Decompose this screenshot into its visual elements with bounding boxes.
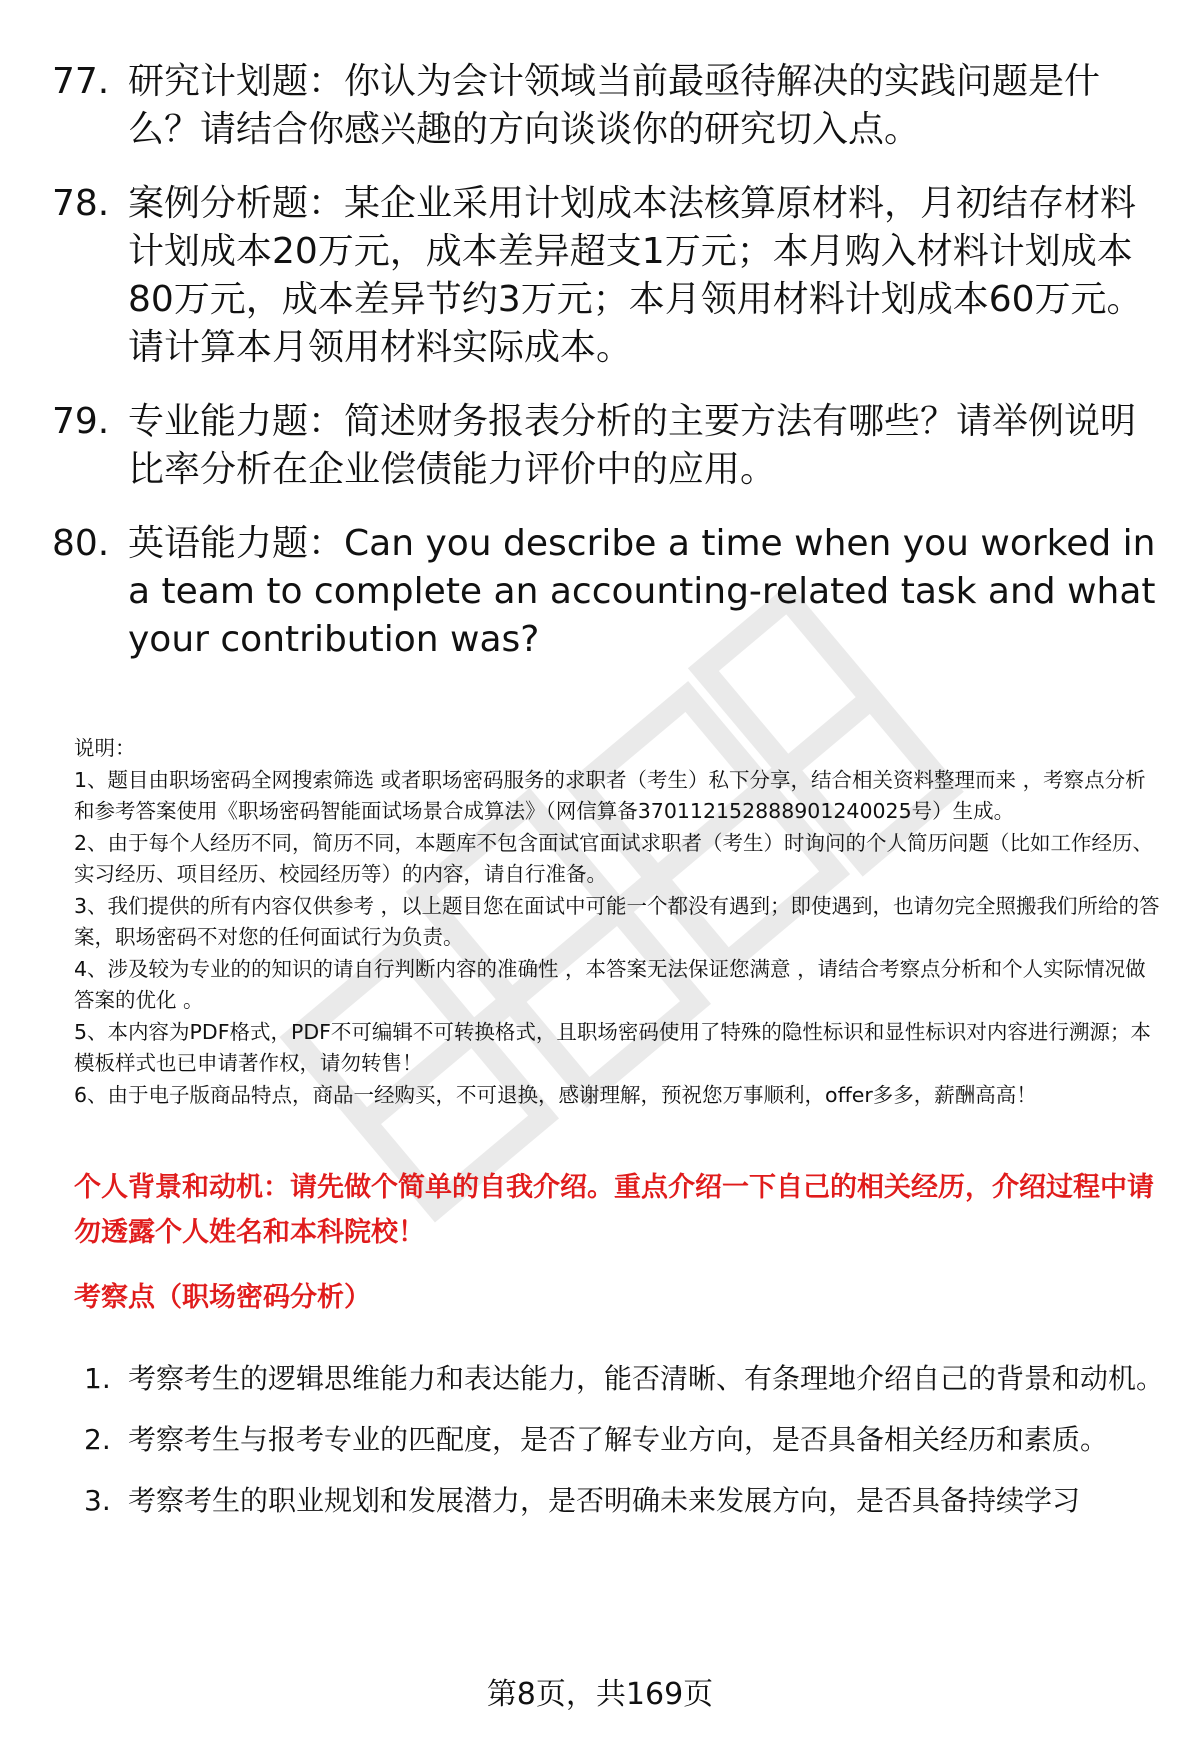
exam-points-list bbox=[84, 1348, 1164, 1531]
question-list bbox=[52, 58, 1162, 690]
list-item bbox=[84, 1409, 1164, 1470]
question-text: 英语能力题：Can you describe a time when you worked in a team to complete an accounting-related task and what your contribution was? bbox=[128, 523, 1156, 660]
question-number: 79. bbox=[52, 401, 110, 442]
note-item: 6、由于电子版商品特点，商品一经购买，不可退换，感谢理解，预祝您万事顺利，offer多多，薪酬高高！ bbox=[74, 1082, 1037, 1107]
question-item bbox=[52, 180, 1162, 372]
question-item bbox=[52, 398, 1162, 494]
page-number: 第8页，共169页 bbox=[486, 1677, 714, 1712]
question-text: 案例分析题：某企业采用计划成本法核算原材料，月初结存材料计划成本20万元，成本差异超支1万元；本月购入材料计划成本80万元，成本差异节约3万元；本月领用材料计划成本60万元。请计算本月领用材料实际成本。 bbox=[128, 183, 1143, 368]
section-heading: 个人背景和动机：请先做个简单的自我介绍。重点介绍一下自己的相关经历，介绍过程中请勿透露个人姓名和本科院校！ bbox=[74, 1172, 1154, 1248]
question-number: 78. bbox=[52, 183, 110, 224]
question-text: 专业能力题：简述财务报表分析的主要方法有哪些？请举例说明比率分析在企业偿债能力评价中的应用。 bbox=[128, 401, 1137, 490]
point-text: 考察考生的逻辑思维能力和表达能力，能否清晰、有条理地介绍自己的背景和动机。 bbox=[128, 1362, 1165, 1395]
list-item bbox=[84, 1470, 1164, 1531]
point-text: 考察考生的职业规划和发展潜力，是否明确未来发展方向，是否具备持续学习 bbox=[128, 1484, 1081, 1517]
notes-section bbox=[74, 733, 1164, 1111]
section-subheading: 考察点（职场密码分析） bbox=[74, 1282, 371, 1313]
list-item bbox=[84, 1348, 1164, 1409]
note-item: 5、本内容为PDF格式，PDF不可编辑不可转换格式，且职场密码使用了特殊的隐性标识和显性标识对内容进行溯源；本模板样式也已申请著作权，请勿转售！ bbox=[74, 1019, 1151, 1075]
question-text: 研究计划题：你认为会计领域当前最亟待解决的实践问题是什么？请结合你感兴趣的方向谈谈你的研究切入点。 bbox=[128, 61, 1101, 150]
question-number: 77. bbox=[52, 61, 110, 102]
note-item: 3、我们提供的所有内容仅供参考 ，以上题目您在面试中可能一个都没有遇到；即使遇到，也请勿完全照搬我们所给的答案，职场密码不对您的任何面试行为负责。 bbox=[74, 893, 1160, 949]
note-item: 2、由于每个人经历不同，简历不同，本题库不包含面试官面试求职者（考生）时询问的个人简历问题（比如工作经历、实习经历、项目经历、校园经历等）的内容，请自行准备。 bbox=[74, 830, 1154, 886]
question-item bbox=[52, 58, 1162, 154]
question-number: 80. bbox=[52, 523, 110, 564]
notes-title: 说明： bbox=[74, 736, 136, 760]
point-number: 2. bbox=[84, 1423, 111, 1456]
point-number: 3. bbox=[84, 1484, 111, 1517]
question-item bbox=[52, 520, 1162, 664]
note-item: 4、涉及较为专业的的知识的请自行判断内容的准确性 ，本答案无法保证您满意 ，请结合考察点分析和个人实际情况做答案的优化 。 bbox=[74, 956, 1146, 1012]
point-number: 1. bbox=[84, 1362, 111, 1395]
point-text: 考察考生与报考专业的匹配度，是否了解专业方向，是否具备相关经历和素质。 bbox=[128, 1423, 1109, 1456]
note-item: 1、题目由职场密码全网搜索筛选 或者职场密码服务的求职者（考生）私下分享，结合相关资料整理而来 ，考察点分析和参考答案使用《职场密码智能面试场景合成算法》（网信算备370112152888901240025号）生成。 bbox=[74, 767, 1146, 823]
